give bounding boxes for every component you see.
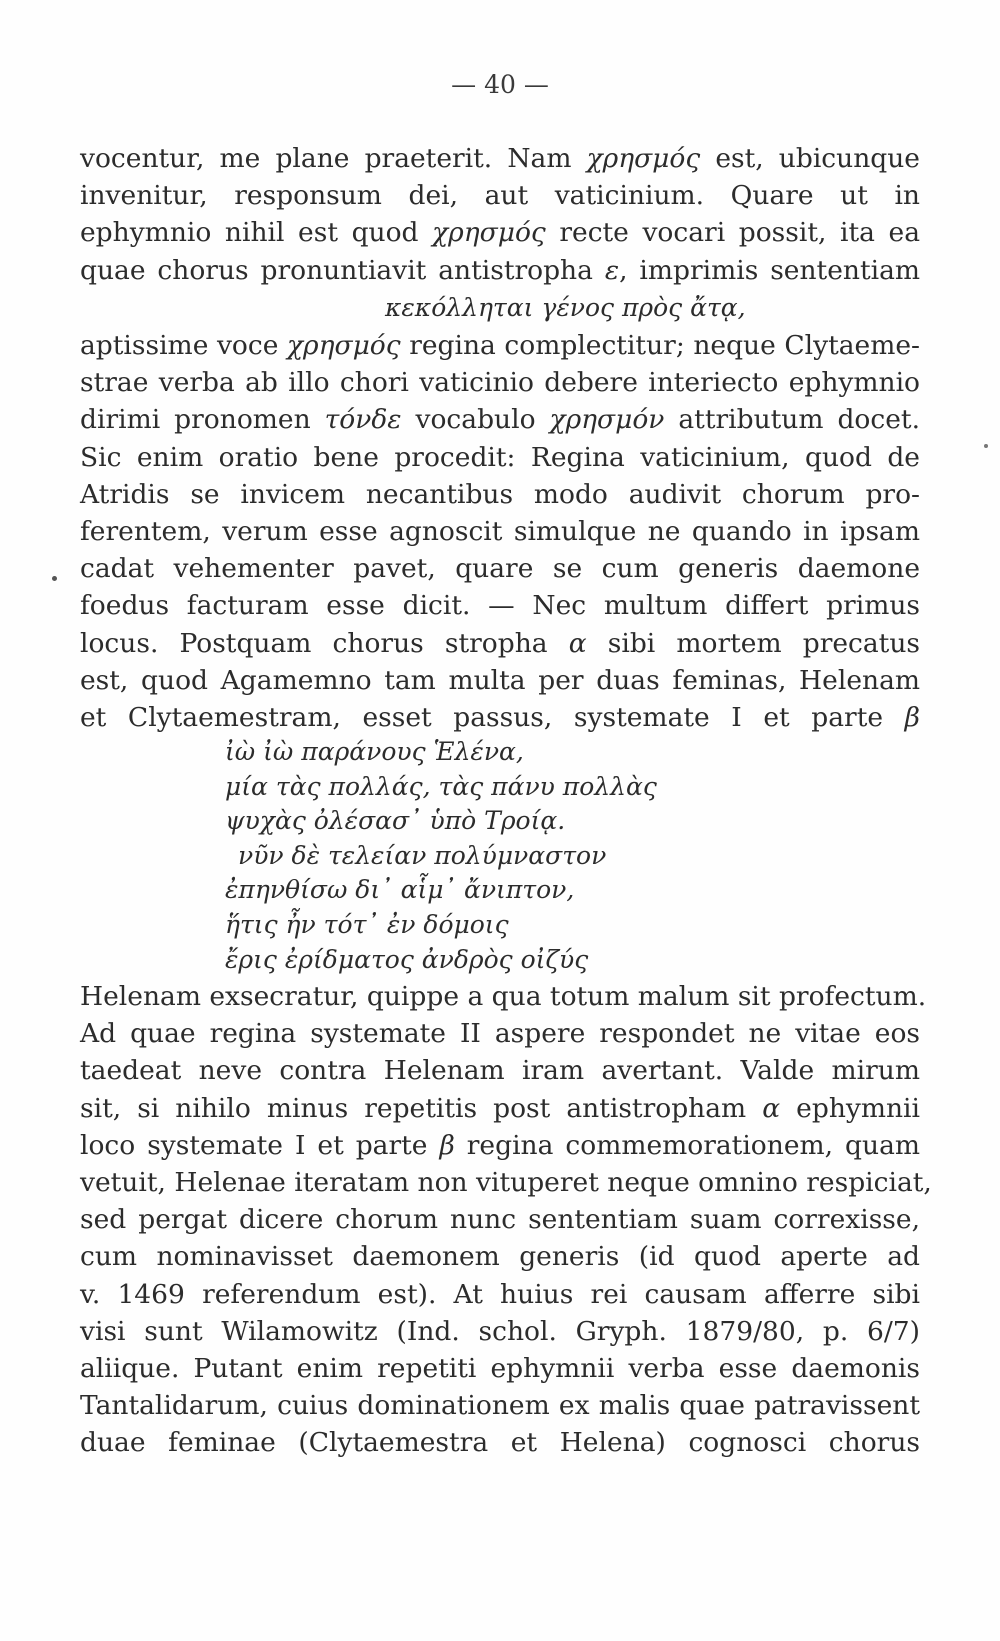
text-line [80,699,920,736]
verse-line: ἐπηνθίσω δι᾽ αἷμ᾽ ἄνιπτον, [225,875,575,905]
verse-block [80,735,920,977]
text-run: vetuit, Helenae iteratam non vituperet neque omnino respiciat, [80,1166,932,1198]
page-number: — 40 — [451,70,549,99]
text-run: aliique. Putant enim repetiti ephymnii verba esse daemonis [80,1352,920,1384]
text-line [80,1313,920,1350]
text-line [80,587,920,624]
text-line [80,1424,920,1461]
text-run: visi sunt Wilamowitz (Ind. schol. Gryph. 1879/80, p. 6/7) [80,1315,920,1347]
text-line [80,140,920,177]
paragraph-3 [80,978,932,1461]
text-run: est, ubicunque [700,143,920,174]
text-run: sed pergat dicere chorum nunc sententiam suam correxisse, [80,1204,920,1236]
text-line [80,1015,920,1052]
text-line [80,177,920,214]
text-run: vocentur, me plane praeterit. Nam [80,143,587,174]
text-run: dirimi pronomen [80,404,325,436]
text-line [80,1052,920,1089]
text-run: Tantalidarum, cuius dominationem ex malis quae patravissent [80,1390,920,1422]
text-run: quae chorus pronuntiavit antistropha [80,254,605,286]
text-line [80,401,920,438]
text-run: et Clytaemestram, esset passus, systemate I et parte [80,701,905,733]
verse-line: νῦν δὲ τελείαν πολύμναστον [238,840,607,870]
text-run: invenitur, responsum dei, aut vaticinium. Quare ut in [80,180,920,212]
margin-mark [984,444,988,448]
verse-line: μία τὰς πολλάς, τὰς πάνυ πολλὰς [225,771,657,801]
text-run: sibi mortem precatus [586,627,920,659]
text-line [80,550,920,587]
greek-word: χρησμός [432,217,546,249]
text-line [80,214,920,251]
paragraph-1 [80,140,920,289]
text-line [80,439,920,476]
greek-word: α [568,627,587,659]
quote-block [80,289,920,326]
greek-word: β [904,701,920,733]
greek-word: τόνδε [324,404,402,436]
text-run: recte vocari possit, ita ea [545,217,921,249]
text-run: Helenam exsecratur, quippe a qua totum malum sit profectum. [80,981,927,1012]
greek-word: β [439,1129,455,1161]
text-line [80,1201,920,1238]
greek-word: ε [604,254,620,286]
text-line [80,1090,920,1127]
verse-line: ἥτις ἦν τότ᾽ ἐν δόμοις [225,909,509,939]
text-run: loco systemate I et parte [80,1129,440,1161]
text-run: cadat vehementer pavet, quare se cum generis daemone [80,553,920,585]
text-line [80,1350,920,1387]
text-run: est, quod Agamemno tam multa per duas feminas, Helenam [80,664,920,696]
text-line [80,625,920,662]
text-line [80,364,920,401]
text-run: duae feminae (Clytaemestra et Helena) cognosci chorus [80,1427,920,1459]
text-run: ferentem, verum esse agnoscit simulque ne quando in ipsam [80,515,920,547]
verse-line: ψυχὰς ὀλέσασ᾽ ὑπὸ Τροίᾳ. [225,806,566,836]
text-run: regina complectitur; neque Clytaeme- [400,330,920,361]
verse-line: ἔρις ἐρίδματος ἀνδρὸς οἰζύς [225,944,589,974]
text-line [80,327,920,364]
quote-line: κεκόλληται γένος πρὸς ἄτᾳ, [385,292,746,322]
text-run: taedeat neve contra Helenam iram avertant. Valde mirum [80,1055,920,1087]
text-run: Atridis se invicem necantibus modo audivit chorum pro- [80,478,920,510]
text-run: regina commemorationem, quam [454,1129,920,1161]
text-run: cum nominavisset daemonem generis (id quod aperte ad [80,1241,920,1273]
greek-word: χρησμόν [549,404,665,436]
text-run: locus. Postquam chorus stropha [80,627,569,659]
text-line [80,1238,920,1275]
text-line [80,1387,920,1424]
verse-line: ἰὼ ἰὼ παράνους Ἑλένα, [225,737,524,766]
text-run: Sic enim oratio bene procedit: Regina vaticinium, quod de [80,441,920,473]
text-run: sit, si nihilo minus repetitis post antistropham [80,1092,763,1124]
text-line [80,476,920,513]
text-run: ephymnii [780,1092,920,1124]
margin-mark [52,576,57,581]
text-run: aptissime voce [80,330,287,361]
text-run: ephymnio nihil est quod [80,217,433,249]
greek-word: χρησμός [286,330,401,361]
text-line [80,513,920,550]
text-run: v. 1469 referendum est). At huius rei causam afferre sibi [80,1278,920,1310]
text-line [80,1164,932,1201]
text-line [80,1127,920,1164]
text-run: attributum docet. [664,404,920,436]
text-run: strae verba ab illo chori vaticinio debere interiecto ephymnio [80,367,920,399]
text-run: foedus facturam esse dicit. — Nec multum differt primus [80,590,920,622]
text-run: Ad quae regina systemate II aspere respondet ne vitae eos [80,1018,920,1050]
greek-word: α [762,1092,781,1124]
text-line [80,662,920,699]
text-run: , imprimis sententiam [619,254,921,286]
text-line [80,252,920,289]
paragraph-2 [80,327,920,736]
text-line [80,978,927,1015]
greek-word: χρησμός [586,143,701,174]
text-run: vocabulo [401,404,550,436]
text-line [80,1276,920,1313]
